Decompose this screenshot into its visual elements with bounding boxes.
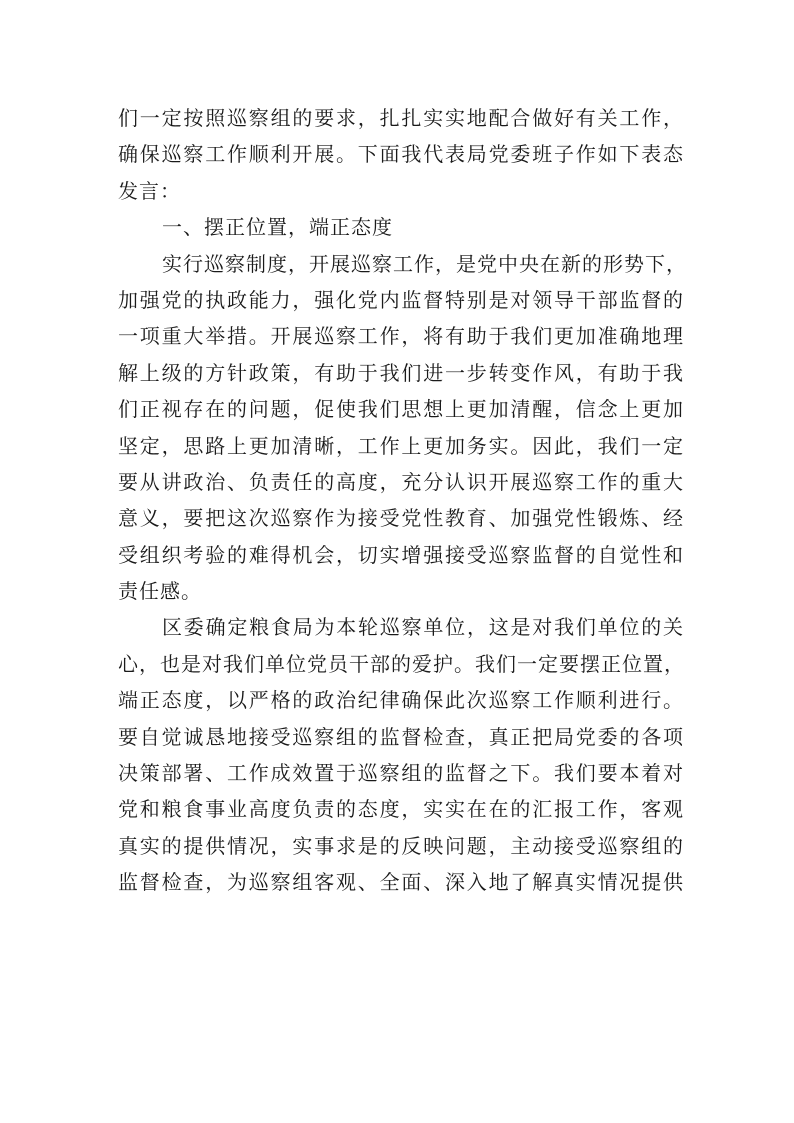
text-line: 受组织考验的难得机会，切实增强接受巡察监督的自觉性和 <box>118 542 684 567</box>
text-line: 意义，要把这次巡察作为接受党性教育、加强党性锻炼、经 <box>118 506 684 531</box>
text-line: 们一定按照巡察组的要求，扎扎实实地配合做好有关工作， <box>118 106 684 130</box>
text-line: 要自觉诚恳地接受巡察组的监督检查，真正把局党委的各项 <box>118 724 684 749</box>
text-line: 发言： <box>118 178 181 203</box>
text-line: 一项重大举措。开展巡察工作，将有助于我们更加准确地理 <box>118 324 684 349</box>
text-line: 区委确定粮食局为本轮巡察单位，这是对我们单位的关 <box>162 615 684 640</box>
text-line: 党和粮食事业高度负责的态度，实实在在的汇报工作，客观 <box>118 797 684 822</box>
text-line: 加强党的执政能力，强化党内监督特别是对领导干部监督的 <box>118 287 684 312</box>
text-line: 们正视存在的问题，促使我们思想上更加清醒，信念上更加 <box>118 397 684 422</box>
text-line: 要从讲政治、负责任的高度，充分认识开展巡察工作的重大 <box>118 469 684 494</box>
text-line: 监督检查，为巡察组客观、全面、深入地了解真实情况提供 <box>118 870 684 895</box>
text-line: 端正态度，以严格的政治纪律确保此次巡察工作顺利进行。 <box>118 688 684 713</box>
document-body <box>118 100 687 901</box>
text-line: 心，也是对我们单位党员干部的爱护。我们一定要摆正位置， <box>118 651 685 676</box>
text-line: 确保巡察工作顺利开展。下面我代表局党委班子作如下表态 <box>118 142 684 167</box>
section-heading: 一、摆正位置，端正态度 <box>162 215 393 240</box>
text-line: 坚定，思路上更加清晰，工作上更加务实。因此，我们一定 <box>118 433 684 458</box>
text-line: 解上级的方针政策，有助于我们进一步转变作风，有助于我 <box>118 360 684 385</box>
text-line: 真实的提供情况，实事求是的反映问题，主动接受巡察组的 <box>118 833 684 858</box>
text-line: 决策部署、工作成效置于巡察组的监督之下。我们要本着对 <box>118 761 684 786</box>
text-line: 实行巡察制度，开展巡察工作，是党中央在新的形势下， <box>162 251 687 276</box>
text-line: 责任感。 <box>118 579 202 604</box>
